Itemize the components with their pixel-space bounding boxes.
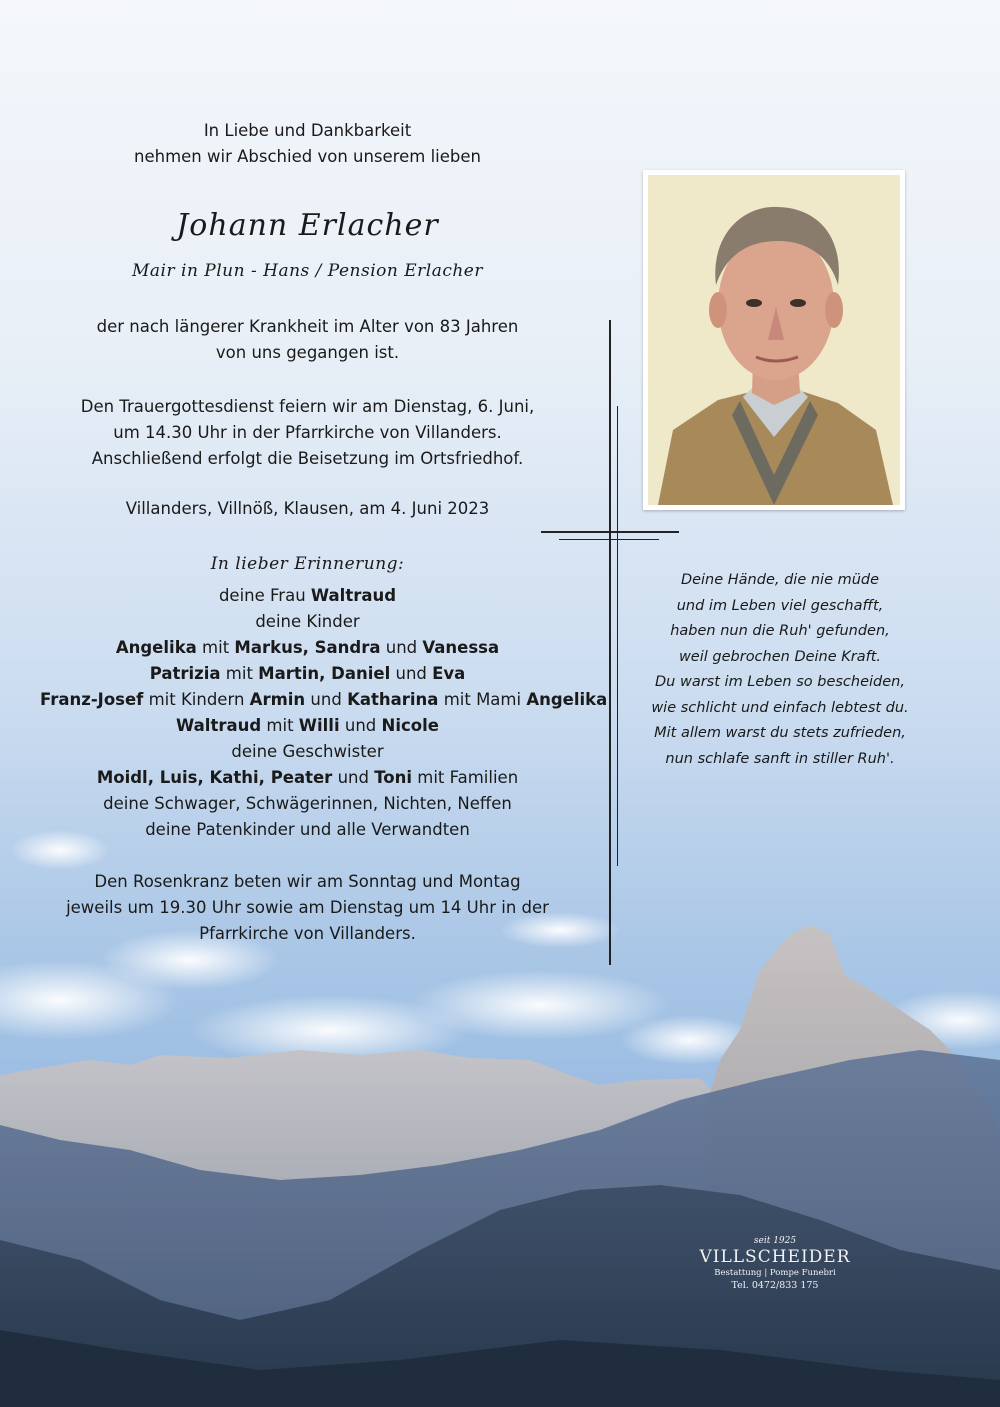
godchildren-line: deine Patenkinder und alle Verwandten: [145, 820, 470, 839]
place-date: Villanders, Villnöß, Klausen, am 4. Juni 2023: [125, 499, 490, 518]
logo-phone: Tel. 0472/833 175: [731, 1280, 819, 1291]
cross-horizontal-line-thin: [559, 539, 659, 540]
passing-line-1: der nach längerer Krankheit im Alter von 83 Jahren: [96, 317, 519, 336]
poem-line: haben nun die Ruh' gefunden,: [670, 623, 890, 639]
rosary-line-2: jeweils um 19.30 Uhr sowie am Dienstag um 14 Uhr in der: [66, 898, 549, 917]
poem-line: und im Leben viel geschafft,: [676, 597, 884, 614]
logo-subtitle: Bestattung | Pompe Funebri: [714, 1268, 836, 1278]
cross-horizontal-line: [541, 531, 679, 533]
intro-line-2: nehmen wir Abschied von unserem lieben: [134, 147, 481, 166]
rosary-line-3: Pfarrkirche von Villanders.: [199, 924, 416, 943]
cross-vertical-line: [609, 320, 611, 965]
poem-line: nun schlafe sanft in stiller Ruh'.: [665, 750, 895, 767]
funeral-home-logo: [690, 1236, 860, 1293]
child-family-line: Angelika mit Markus, Sandra und Vanessa: [115, 638, 500, 657]
siblings-line: Moidl, Luis, Kathi, Peater und Toni mit Familien: [96, 768, 519, 787]
passing-line-2: von uns gegangen ist.: [215, 343, 400, 362]
child-family-line: Franz-Josef mit Kindern Armin und Katharina mit Mami Angelika: [40, 690, 608, 709]
poem-line: Mit allem warst du stets zufrieden,: [654, 725, 906, 741]
wife-line: deine Frau Waltraud: [218, 586, 397, 605]
logo-name: VILLSCHEIDER: [699, 1247, 851, 1267]
deceased-nickname: Mair in Plun - Hans / Pension Erlacher: [132, 261, 483, 281]
poem-line: Du warst im Leben so bescheiden,: [655, 674, 905, 690]
intro-line-1: In Liebe und Dankbarkeit: [203, 121, 412, 140]
memory-title: In lieber Erinnerung:: [210, 554, 405, 574]
rosary-line-1: Den Rosenkranz beten wir am Sonntag und Montag: [94, 872, 521, 891]
poem-line: Deine Hände, die nie müde: [680, 572, 880, 588]
funeral-line-3: Anschließend erfolgt die Beisetzung im Ortsfriedhof.: [91, 449, 524, 468]
logo-since: seit 1925: [753, 1236, 797, 1246]
cross-vertical-line-thin: [617, 406, 618, 866]
child-family-line: Waltraud mit Willi und Nicole: [176, 716, 439, 735]
poem-line: weil gebrochen Deine Kraft.: [678, 648, 882, 665]
inlaws-line: deine Schwager, Schwägerinnen, Nichten, Neffen: [103, 794, 512, 813]
portrait-photo: [643, 170, 905, 510]
deceased-name: Johann Erlacher: [176, 208, 439, 243]
children-label: deine Kinder: [255, 612, 360, 631]
portrait-image: [648, 175, 900, 505]
child-family-line: Patrizia mit Martin, Daniel und Eva: [149, 664, 466, 683]
poem: [630, 568, 930, 772]
siblings-label: deine Geschwister: [231, 742, 384, 761]
funeral-line-2: um 14.30 Uhr in der Pfarrkirche von Villanders.: [113, 423, 502, 442]
poem-line: wie schlicht und einfach lebtest du.: [651, 699, 909, 716]
funeral-line-1: Den Trauergottesdienst feiern wir am Dienstag, 6. Juni,: [80, 397, 535, 416]
portrait-illustration: [648, 175, 900, 505]
